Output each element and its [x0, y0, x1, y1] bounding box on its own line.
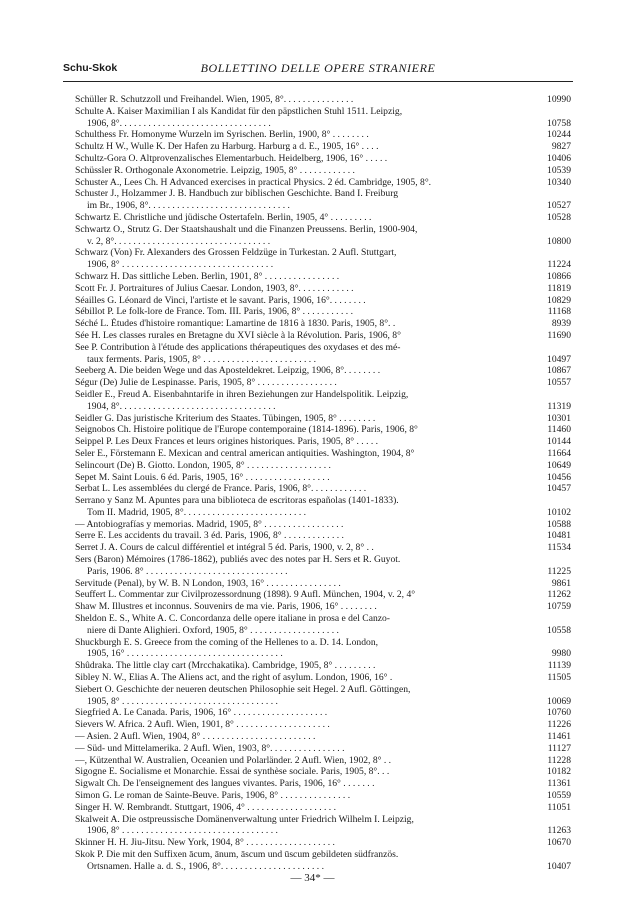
catalog-entry — [75, 802, 571, 814]
entry-text: Scott Fr. J. Portraitures of Julius Caesar. London, 1903, 8°. . . . . . . . . . . . — [75, 282, 354, 294]
page-number: — 34* — — [290, 872, 335, 884]
catalog-entry — [75, 365, 571, 377]
entry-text: Ségur (De) Julie de Lespinasse. Paris, 1905, 8° . . . . . . . . . . . . . . . . . — [75, 377, 337, 389]
entry-text: Sheldon E. S., White A. C. Concordanza delle opere italiane in prosa e del Canzo- — [75, 613, 390, 625]
entry-text: Skalweit A. Die ostpreussische Domänenverwaltung unter Friedrich Wilhelm I. Leipzig, — [75, 813, 414, 825]
entry-text: Schwarz H. Das sittliche Leben. Berlin, 1901, 8° . . . . . . . . . . . . . . . . — [75, 270, 340, 282]
entry-number: 11361 — [547, 778, 571, 790]
entry-number: 10829 — [547, 294, 571, 306]
entry-text: Seignobos Ch. Histoire politique de l'Europe contemporaine (1814-1896). Paris, 1906, 8° — [75, 424, 418, 436]
entry-number: 11224 — [547, 259, 571, 271]
entry-number: 10069 — [547, 695, 571, 707]
entry-number: 10182 — [547, 766, 571, 778]
catalog-entry — [75, 613, 571, 637]
catalog-entry — [75, 554, 571, 578]
catalog-entry — [75, 790, 571, 802]
catalog-entry — [75, 766, 571, 778]
catalog-entry — [75, 589, 571, 601]
entry-number: 10760 — [547, 707, 571, 719]
entry-number: 10539 — [547, 164, 571, 176]
catalog-entry — [75, 578, 571, 590]
catalog-entry — [75, 719, 571, 731]
page-header — [63, 58, 573, 80]
catalog-entries — [75, 94, 571, 873]
entry-text: Schuster A., Lees Ch. H Advanced exercises in practical Physics. 2 éd. Cambridge, 1905, 8°. — [75, 176, 432, 188]
catalog-entry — [75, 778, 571, 790]
entry-text: Serre E. Les accidents du travail. 3 éd. Paris, 1906, 8° . . . . . . . . . . . . . — [75, 530, 344, 542]
entry-number: 10670 — [547, 837, 571, 849]
entry-text: Séché L. Études d'histoire romantique: Lamartine de 1816 à 1830. Paris, 1905, 8°. . — [75, 318, 396, 330]
entry-text: Sée H. Les classes rurales en Bretagne du XVI siècle à la Révolution. Paris, 1906, 8° — [75, 329, 401, 341]
catalog-entry — [75, 413, 571, 425]
entry-number: 10990 — [547, 94, 571, 105]
entry-number: 10557 — [547, 377, 571, 389]
entry-text: Serrano y Sanz M. Apuntes para una biblioteca de escritoras españolas (1401-1833). — [75, 495, 399, 507]
entry-text-continuation: Paris, 1906. 8° . . . . . . . . . . . . . . . . . . . . . . . . . . . . . . — [87, 565, 288, 577]
catalog-entry — [75, 424, 571, 436]
entry-text: Schwartz O., Strutz G. Der Staatshaushalt und die Finanzen Preussens. Berlin, 1900-904, — [75, 223, 418, 235]
entry-number: 10340 — [547, 176, 571, 188]
catalog-entry — [75, 177, 571, 189]
entry-number: 11228 — [547, 754, 571, 766]
entry-number: 8939 — [551, 318, 571, 330]
entry-text: Siegfried A. Le Canada. Paris, 1906, 16° . . . . . . . . . . . . . . . . . . . . — [75, 707, 328, 719]
entry-number: 10481 — [547, 530, 571, 542]
entry-text: Schuster J., Holzammer J. B. Handbuch zur biblischen Geschichte. Band I. Freiburg — [75, 188, 399, 200]
catalog-entry — [75, 672, 571, 684]
entry-number: 11534 — [547, 542, 571, 554]
entry-text-continuation: 1906, 8° . . . . . . . . . . . . . . . . . . . . . . . . . . . . . . . . — [87, 259, 274, 271]
entry-number: 10527 — [547, 200, 571, 212]
entry-number: 11505 — [547, 672, 571, 684]
entry-text-continuation: taux ferments. Paris, 1905, 8° . . . . . . . . . . . . . . . . . . . . . . . . — [87, 353, 317, 365]
entry-text: Shûdraka. The little clay cart (Mrcchakatika). Cambridge, 1905, 8° . . . . . . . . . — [75, 660, 376, 672]
entry-text-continuation: im Br., 1906, 8°. . . . . . . . . . . . . . . . . . . . . . . . . . . . . . — [87, 200, 290, 212]
catalog-entry — [75, 601, 571, 613]
catalog-entry — [75, 519, 571, 531]
catalog-entry — [75, 837, 571, 849]
entry-number: 10497 — [547, 353, 571, 365]
entry-text: Sepet M. Saint Louis. 6 éd. Paris, 1905, 16° . . . . . . . . . . . . . . . . . . — [75, 471, 330, 483]
entry-text-continuation: 1904, 8°. . . . . . . . . . . . . . . . . . . . . . . . . . . . . . . . . — [87, 400, 276, 412]
entry-text: Schultz H W., Wulle K. Der Hafen zu Harburg. Harburg a d. E., 1905, 16° . . . . — [75, 141, 379, 153]
catalog-entry — [75, 295, 571, 307]
entry-text: Schüller R. Schutzzoll und Freihandel. Wien, 1905, 8°. . . . . . . . . . . . . . . — [75, 94, 354, 105]
catalog-entry — [75, 283, 571, 295]
catalog-entry — [75, 460, 571, 472]
entry-text: Schulte A. Kaiser Maximilian I als Kandidat für den päpstlichen Stuhl 1511. Leipzig, — [75, 105, 403, 117]
entry-number: 11226 — [547, 719, 571, 731]
catalog-entry — [75, 707, 571, 719]
entry-number: 10588 — [547, 518, 571, 530]
catalog-entry — [75, 814, 571, 838]
catalog-entry — [75, 106, 571, 130]
entry-text: — Asien. 2 Aufl. Wien, 1904, 8° . . . . . . . . . . . . . . . . . . . . . . . . — [75, 731, 316, 743]
entry-text: Schwarz (Von) Fr. Alexanders des Grossen Feldzüge in Turkestan. 2 Aufl. Stuttgart, — [75, 247, 397, 259]
entry-number: 10144 — [547, 436, 571, 448]
entry-text-continuation: Ortsnamen. Halle a. d. S., 1906, 8°. . . . . . . . . . . . . . . . . . . . . . — [87, 860, 324, 872]
catalog-entry — [75, 495, 571, 519]
catalog-entry — [75, 247, 571, 271]
entry-text: Seidler E., Freud A. Eisenbahntarife in ihren Beziehungen zur Handelspolitik. Leipzig, — [75, 388, 409, 400]
entry-number: 11664 — [547, 447, 571, 459]
catalog-entry — [75, 306, 571, 318]
entry-text: Siebert O. Geschichte der neueren deutschen Philosophie seit Hegel. 2 Aufl. Göttingen, — [75, 683, 411, 695]
entry-text: —, Kützenthal W. Australien, Oceanien und Polarländer. 2 Aufl. Wien, 1902, 8° . . — [75, 754, 392, 766]
entry-number: 10558 — [547, 624, 571, 636]
entry-text-continuation: Tom II. Madrid, 1905, 8°. . . . . . . . . . . . . . . . . . . . . . . . . . — [87, 506, 307, 518]
catalog-entry — [75, 224, 571, 248]
entry-number: 10800 — [547, 235, 571, 247]
catalog-entry — [75, 530, 571, 542]
entry-number: 10301 — [547, 412, 571, 424]
catalog-entry — [75, 342, 571, 366]
catalog-entry — [75, 271, 571, 283]
entry-number: 10649 — [547, 459, 571, 471]
entry-number: 10528 — [547, 211, 571, 223]
entry-number: 9980 — [551, 648, 571, 660]
entry-number: 10244 — [547, 129, 571, 141]
entry-text: Simon G. Le roman de Sainte-Beuve. Paris, 1906, 8° . . . . . . . . . . . . . . . — [75, 790, 351, 802]
entry-number: 9827 — [551, 141, 571, 153]
entry-text-continuation: 1906, 8° . . . . . . . . . . . . . . . . . . . . . . . . . . . . . . . . . — [87, 825, 278, 837]
catalog-entry — [75, 542, 571, 554]
entry-number: 10456 — [547, 471, 571, 483]
entry-number: 11051 — [547, 801, 571, 813]
entry-text: Sébillot P. Le folk-lore de France. Tom. III. Paris, 1906, 8° . . . . . . . . . . . — [75, 306, 353, 318]
entry-text: Schüssler R. Orthogonale Axonometrie. Leipzig, 1905, 8° . . . . . . . . . . . . — [75, 164, 355, 176]
entry-number: 10759 — [547, 601, 571, 613]
catalog-entry — [75, 731, 571, 743]
catalog-entry — [75, 743, 571, 755]
entry-number: 11225 — [547, 565, 571, 577]
entry-text-continuation: 1905, 8° . . . . . . . . . . . . . . . . . . . . . . . . . . . . . . . . . — [87, 695, 278, 707]
entry-text: Seidler G. Das juristische Kriterium des Staates. Tübingen, 1905, 8° . . . . . . . . — [75, 412, 376, 424]
catalog-entry — [75, 318, 571, 330]
entry-text-continuation: 1905, 16° . . . . . . . . . . . . . . . . . . . . . . . . . . . . . . . . . — [87, 648, 283, 660]
catalog-entry — [75, 129, 571, 141]
entry-text: See P. Contribution à l'étude des applications thérapeutiques des oxydases et des mé- — [75, 341, 401, 353]
entry-number: 10758 — [547, 117, 571, 129]
entry-number: 11461 — [547, 731, 571, 743]
entry-text: Schwartz E. Christliche und jüdische Ostertafeln. Berlin, 1905, 4° . . . . . . . . . — [75, 211, 372, 223]
catalog-entry — [75, 153, 571, 165]
entry-number: 10102 — [547, 506, 571, 518]
catalog-entry — [75, 472, 571, 484]
entry-text: Servitude (Penal), by W. B. N London, 1903, 16° . . . . . . . . . . . . . . . . — [75, 577, 341, 589]
entry-text: Seeberg A. Die beiden Wege und das Aposteldekret. Leipzig, 1906, 8°. . . . . . . . — [75, 365, 381, 377]
entry-text: Shaw M. Illustres et inconnus. Souvenirs de ma vie. Paris, 1906, 16° . . . . . . . . — [75, 601, 377, 613]
entry-text: Serbat L. Les assemblées du clergé de France. Paris, 1906, 8°. . . . . . . . . . . . — [75, 483, 367, 495]
catalog-entry — [75, 849, 571, 873]
entry-text: — Antobiografías y memorias. Madrid, 1905, 8° . . . . . . . . . . . . . . . . . — [75, 518, 344, 530]
entry-text: — Süd- und Mittelamerika. 2 Aufl. Wien, 1903, 8°. . . . . . . . . . . . . . . . — [75, 742, 345, 754]
entry-text: Séailles G. Léonard de Vinci, l'artiste et le savant. Paris, 1906, 16°. . . . . . . . — [75, 294, 366, 306]
entry-number: 10866 — [547, 270, 571, 282]
catalog-entry — [75, 436, 571, 448]
entry-text: Seippel P. Les Deux Frances et leurs origines historiques. Paris, 1905, 8° . . . . . — [75, 436, 379, 448]
entry-text: Seler E., Förstemann E. Mexican and central american antiquities. Washington, 1904, 8° — [75, 447, 415, 459]
entry-text: Seuffert L. Commentar zur Civilprozessordnung (1898). 9 Aufl. München, 1904, v. 2, 4° — [75, 589, 416, 601]
entry-number: 10867 — [547, 365, 571, 377]
entry-text: Schultz-Gora O. Altprovenzalisches Elementarbuch. Heidelberg, 1906, 16° . . . . . — [75, 152, 388, 164]
entry-number: 11127 — [547, 742, 571, 754]
catalog-entry — [75, 637, 571, 661]
entry-text: Sibley N. W., Elias A. The Aliens act, and the right of asylum. London, 1906, 16° . — [75, 672, 393, 684]
header-rule — [63, 81, 573, 82]
catalog-entry — [75, 448, 571, 460]
entry-number: 11262 — [547, 589, 571, 601]
entry-text: Shuckburgh E. S. Greece from the coming of the Hellenes to a. D. 14. London, — [75, 636, 379, 648]
entry-text: Sigwalt Ch. De l'enseignement des langues vivantes. Paris, 1906, 16° . . . . . . . — [75, 778, 375, 790]
catalog-entry — [75, 755, 571, 767]
entry-text: Schulthess Fr. Homonyme Wurzeln im Syrischen. Berlin, 1900, 8° . . . . . . . . — [75, 129, 369, 141]
entry-number: 10406 — [547, 152, 571, 164]
catalog-entry — [75, 660, 571, 672]
catalog-entry — [75, 141, 571, 153]
entry-text: Skinner H. H. Jiu-Jitsu. New York, 1904, 8° . . . . . . . . . . . . . . . . . . . — [75, 837, 335, 849]
running-head-title: BOLLETTINO DELLE OPERE STRANIERE — [200, 61, 436, 75]
catalog-entry — [75, 483, 571, 495]
entry-text: Sigogne E. Socialisme et Monarchie. Essai de synthèse sociale. Paris, 1905, 8°. . . — [75, 766, 390, 778]
catalog-entry — [75, 377, 571, 389]
entry-number: 10407 — [547, 860, 571, 872]
catalog-entry — [75, 330, 571, 342]
entry-number: 11690 — [547, 329, 571, 341]
entry-text: Sievers W. Africa. 2 Aufl. Wien, 1901, 8° . . . . . . . . . . . . . . . . . . . . — [75, 719, 330, 731]
entry-text: Singer H. W. Rembrandt. Stuttgart, 1906, 4° . . . . . . . . . . . . . . . . . . . — [75, 801, 336, 813]
catalog-entry — [75, 389, 571, 413]
entry-text: Serret J. A. Cours de calcul différentiel et intégral 5 éd. Paris, 1900, v. 2, 8° . . — [75, 542, 374, 554]
entry-number: 11819 — [547, 282, 571, 294]
catalog-entry — [75, 165, 571, 177]
entry-number: 9861 — [551, 577, 571, 589]
entry-number: 11168 — [547, 306, 571, 318]
entry-text: Sers (Baron) Mémoires (1786-1862), publiés avec des notes par H. Sers et R. Guyot. — [75, 554, 401, 566]
entry-text-continuation: niere di Dante Alighieri. Oxford, 1905, 8° . . . . . . . . . . . . . . . . . . . — [87, 624, 339, 636]
entry-number: 10457 — [547, 483, 571, 495]
catalog-entry — [75, 94, 571, 106]
entry-number: 11460 — [547, 424, 571, 436]
entry-number: 11139 — [547, 660, 571, 672]
catalog-entry — [75, 684, 571, 708]
catalog-entry — [75, 188, 571, 212]
entry-number: 11263 — [547, 825, 571, 837]
catalog-entry — [75, 212, 571, 224]
entry-number: 10559 — [547, 790, 571, 802]
entry-text-continuation: v. 2, 8°. . . . . . . . . . . . . . . . . . . . . . . . . . . . . . . . . — [87, 235, 271, 247]
entry-text-continuation: 1906, 8°. . . . . . . . . . . . . . . . . . . . . . . . . . . . . . . . — [87, 117, 271, 129]
running-head-range: Schu-Skok — [63, 62, 118, 74]
entry-text: Skok P. Die mit den Suffixen ācum, ānum, āscum und ūscum gebildeten südfranzös. — [75, 849, 399, 860]
entry-text: Selincourt (De) B. Giotto. London, 1905, 8° . . . . . . . . . . . . . . . . . . — [75, 459, 331, 471]
entry-number: 11319 — [547, 400, 571, 412]
